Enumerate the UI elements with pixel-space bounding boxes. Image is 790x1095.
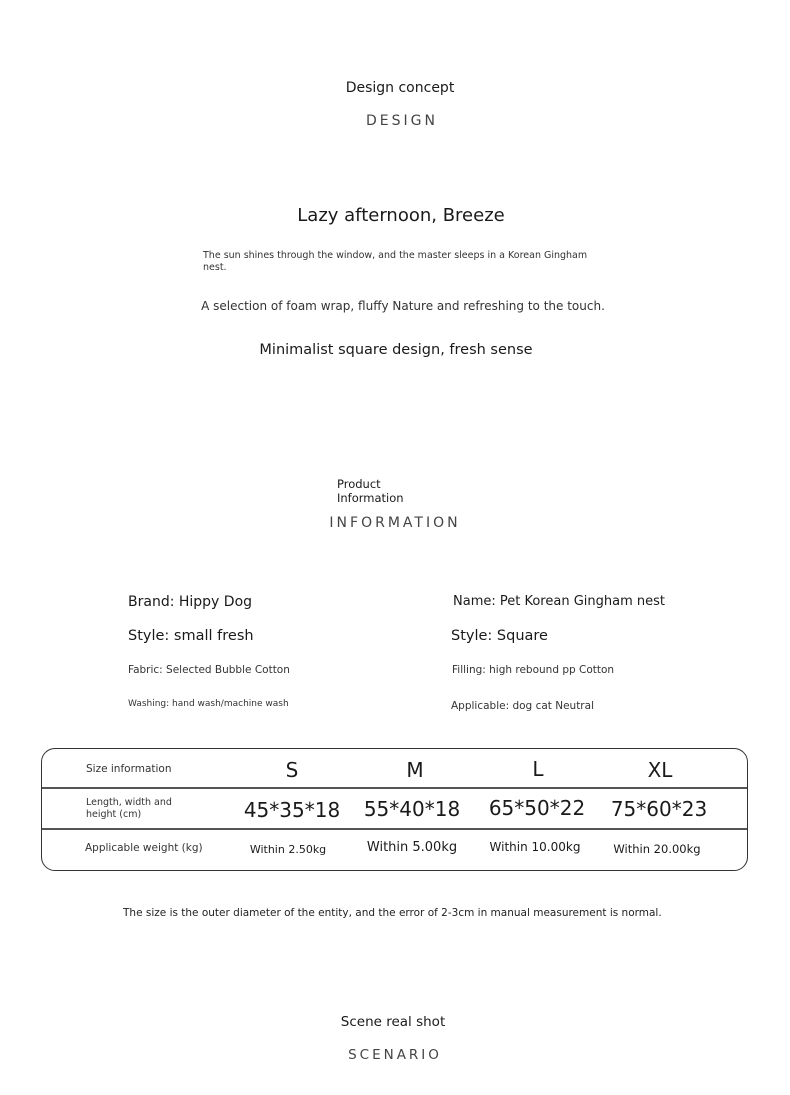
dims-label-1: Length, width and <box>86 797 172 808</box>
size-m: M <box>406 758 424 782</box>
design-line2: A selection of foam wrap, fluffy Nature and refreshing to the touch. <box>201 299 605 313</box>
design-title: Design concept <box>345 80 455 96</box>
design-headline: Lazy afternoon, Breeze <box>297 205 505 226</box>
size-s: S <box>285 758 299 782</box>
weight-label: Applicable weight (kg) <box>85 842 203 854</box>
scenario-title: Scene real shot <box>340 1014 446 1030</box>
dims-label-2: height (cm) <box>86 809 142 820</box>
size-header-label: Size information <box>86 763 172 775</box>
spec-filling: Filling: high rebound pp Cotton <box>452 664 615 676</box>
scenario-subtitle: SCENARIO <box>348 1047 442 1063</box>
spec-brand: Brand: Hippy Dog <box>128 594 253 610</box>
information-title-2: Information <box>337 491 404 505</box>
size-l: L <box>532 757 544 781</box>
weight-m: Within 5.00kg <box>366 840 458 855</box>
information-subtitle: INFORMATION <box>329 515 461 531</box>
information-title-1: Product <box>337 477 381 491</box>
weight-s: Within 2.50kg <box>249 843 327 856</box>
spec-style-2: Style: Square <box>451 628 548 644</box>
spec-applicable: Applicable: dog cat Neutral <box>451 700 594 712</box>
measurement-note: The size is the outer diameter of the entity, and the error of 2-3cm in manual measurement is normal. <box>123 907 662 919</box>
design-line3: Minimalist square design, fresh sense <box>259 342 533 358</box>
weight-xl: Within 20.00kg <box>613 842 701 856</box>
dims-l: 65*50*22 <box>488 796 586 820</box>
spec-fabric: Fabric: Selected Bubble Cotton <box>128 664 290 676</box>
spec-style-1: Style: small fresh <box>128 628 254 644</box>
design-line1b: nest. <box>203 262 227 273</box>
size-xl: XL <box>647 758 673 782</box>
size-table <box>41 748 748 871</box>
spec-washing: Washing: hand wash/machine wash <box>128 699 289 709</box>
spec-name: Name: Pet Korean Gingham nest <box>453 594 665 609</box>
dims-m: 55*40*18 <box>363 797 461 821</box>
dims-xl: 75*60*23 <box>610 797 708 821</box>
weight-l: Within 10.00kg <box>489 840 581 854</box>
design-line1: The sun shines through the window, and the master sleeps in a Korean Gingham <box>203 250 588 261</box>
row-divider <box>42 828 747 830</box>
design-subtitle: DESIGN <box>366 113 438 129</box>
row-divider <box>42 787 747 789</box>
dims-s: 45*35*18 <box>243 798 341 822</box>
